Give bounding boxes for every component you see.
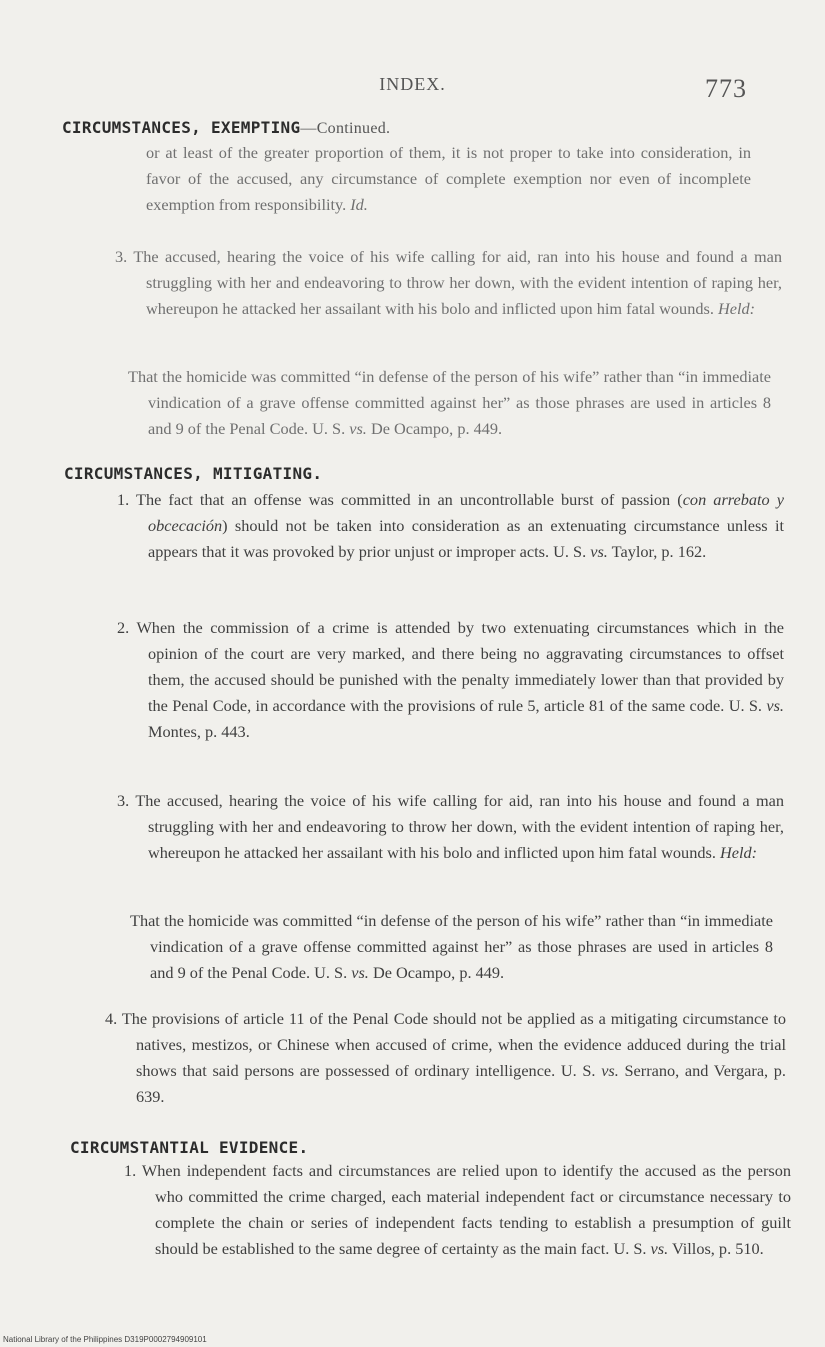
- page-number: 773: [705, 74, 747, 103]
- entry-mitigating-4: 4. The provisions of article 11 of the Penal Code should not be applied as a mitigating circumstance to natives, mestizos, or Chinese when accused of crime, when the evidence adduced during the trial shows that said persons are possessed of ordinary intelligence. U. S. vs. Serrano, and Vergara, p. 639.: [105, 1009, 787, 1106]
- running-title: INDEX.: [379, 74, 446, 94]
- section-heading-mitigating: CIRCUMSTANCES, MITIGATING.: [64, 464, 323, 483]
- section-heading-circumstantial-evidence: CIRCUMSTANTIAL EVIDENCE.: [70, 1138, 309, 1157]
- entry-mitigating-3: 3. The accused, hearing the voice of his wife calling for aid, ran into his house and found a man struggling with her and endeavoring to throw her down, with the evident intention of raping her, whereupon he attacked her assailant with his bolo and inflicted upon him fatal wounds. Held:: [117, 791, 784, 862]
- entry-exempting-continued: or at least of the greater proportion of them, it is not proper to take into consideration, in favor of the accused, any circumstance of complete exemption nor even of incomplete exemption from responsibility. Id.: [146, 143, 751, 214]
- entry-exempting-3-held: That the homicide was committed “in defense of the person of his wife” rather than “in immediate vindication of a grave offense committed against her” as those phrases are used in articles 8 and 9 of the Penal Code. U. S. vs. De Ocampo, p. 449.: [128, 367, 771, 438]
- heading-text: CIRCUMSTANCES, EXEMPTING: [62, 118, 301, 137]
- entry-exempting-3: 3. The accused, hearing the voice of his wife calling for aid, ran into his house and found a man struggling with her and endeavoring to throw her down, with the evident intention of raping her, whereupon he attacked her assailant with his bolo and inflicted upon him fatal wounds. Held:: [115, 247, 782, 318]
- section-heading-exempting: [62, 118, 390, 138]
- entry-mitigating-3-held: That the homicide was committed “in defense of the person of his wife” rather than “in immediate vindication of a grave offense committed against her” as those phrases are used in articles 8 and 9 of the Penal Code. U. S. vs. De Ocampo, p. 449.: [130, 911, 773, 982]
- continued-label: —Continued.: [300, 120, 391, 137]
- entry-mitigating-2: 2. When the commission of a crime is attended by two extenuating circumstances which in the opinion of the court are very marked, and there being no aggravating circumstances to offset them, the accused should be punished with the penalty immediately lower than that provided by the Penal Code, in accordance with the provisions of rule 5, article 81 of the same code. U. S. vs. Montes, p. 443.: [117, 618, 785, 741]
- entry-evidence-1: 1. When independent facts and circumstances are relied upon to identify the accused as the person who committed the crime charged, each material independent fact or circumstance necessary to complete the chain or series of independent facts tending to establish a presumption of guilt should be established to the same degree of certainty as the main fact. U. S. vs. Villos, p. 510.: [124, 1161, 792, 1258]
- scan-footer: National Library of the Philippines D319P0002794909101: [3, 1335, 207, 1344]
- entry-mitigating-1: 1. The fact that an offense was committed in an uncontrollable burst of passion (con arrebato y obcecación) should not be taken into consideration as an extenuating circumstance unless it appears that it was provoked by prior unjust or improper acts. U. S. vs. Taylor, p. 162.: [117, 490, 784, 561]
